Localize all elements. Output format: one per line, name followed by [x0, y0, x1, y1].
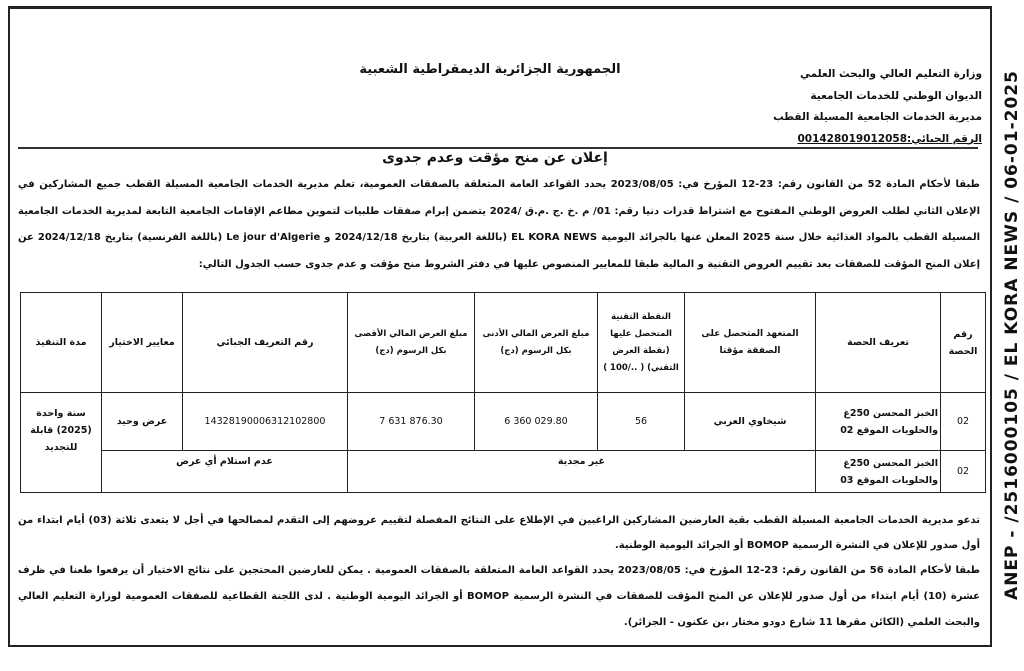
intro-paragraph: طبقا لأحكام المادة 52 من القانون رقم: 23-12 المؤرخ في: 2023/08/05 يحدد القواعد العامة المتعلقة بالصفقات العمومية، تعلم مديرية الخدمات الجامعية المسيلة القطب جميع المشاركين في الإعلان الثاني لطلب العروض الوطني المفتوح مع اشتراط قدرات دنيا رقم: 01/ م .خ .ج .م.ق /2024 يتضمن إبرام صفقات طلبيات لتموين مطاعم الإقامات الجامعية التابعة لمديرية الخدمات الجامعية المسيلة القطب بالمواد الغذائية خلال سنة 2025 المعلن عنها بالجرائد اليومية EL KORA NEWS (باللغة العربية) بتاريخ 2024/12/18 و Le jour d'Algerie (باللغة الفرنسية) بتاريخ 2024/12/18 عن إعلان المنح المؤقت للصفقات بعد تقييم العروض التقنية و المالية طبقا للمعايير المنصوص عليها في دفتر الشروط منح مؤقت و عدم جدوى حسب الجدول التالي: — [18, 179, 981, 270]
table-header-row — [21, 293, 986, 393]
lot-number: 02 — [941, 393, 986, 451]
ministry: وزارة التعليم العالي والبحث العلمي — [799, 68, 982, 80]
col-header: رقم التعريف الجبائي — [183, 293, 348, 393]
col-header: مبلغ العرض المالي الأقصى بكل الرسوم (دج) — [348, 293, 475, 393]
table-row — [21, 451, 986, 493]
office: الديوان الوطني للخدمات الجامعية — [810, 89, 982, 102]
tech-score: 56 — [598, 393, 685, 451]
col-header: معايير الاختيار — [102, 293, 183, 393]
contractor: شيخاوي العربي — [685, 393, 816, 451]
tax-id: الرقم الجبائي:001428019012058 — [797, 132, 982, 145]
lot-description: الخبز المحسن 250غ والحلويات الموقع 02 — [816, 393, 941, 451]
table-row — [21, 393, 986, 451]
col-header: مدة التنفيذ — [21, 293, 102, 393]
col-header: مبلغ العرض المالي الأدنى بكل الرسوم (دج) — [475, 293, 598, 393]
lot-status: غير مجدية — [348, 451, 816, 493]
col-header: تعريف الحصة — [816, 293, 941, 393]
contractor-tax-id: 143281900063121028​00 — [183, 393, 348, 451]
publication-reference: ANEP - /2516000105 / EL KORA NEWS / 06-01-2025 — [1002, 70, 1022, 600]
award-table — [20, 292, 986, 493]
republic-heading: الجمهورية الجزائرية الديمقراطية الشعبية — [359, 62, 621, 77]
max-amount: 7 631 876.30 — [348, 393, 475, 451]
selection-criteria: عرض وحيد — [102, 393, 183, 451]
col-header: النقطة التقنية المتحصل عليها (نقطة العرض التقني) ( ../100 ) — [598, 293, 685, 393]
lot-number: 02 — [941, 451, 986, 493]
col-header: رقم الحصة — [941, 293, 986, 393]
consultation-paragraph: تدعو مديرية الخدمات الجامعية المسيلة القطب بقية العارضين المشاركين الراغبين في الإطلاع على النتائج المفصلة لتقييم عروضهم إلى التقدم لمصالحها في أجل لا يتعدى ثلاثة (03) أيام ابتداء من أول صدور للإعلان في النشرة الرسمية BOMOP أو الجرائد اليومية الوطنية. — [18, 515, 980, 551]
lot-description: الخبز المحسن 250غ والحلويات الموقع 03 — [816, 451, 941, 493]
appeal-paragraph: طبقا لأحكام المادة 56 من القانون رقم: 23-12 المؤرخ في: 2023/08/05 يحدد القواعد العامة المتعلقة بالصفقات العمومية . يمكن للعارضين المحتجين على نتائج الاختيار أن يرفعوا طعنا في ظرف عشرة (10) أيام ابتداء من أول صدور للإعلان عن المنح المؤقت للصفقات في النشرة الرسمية BOMOP أو الجرائد اليومية الوطنية . لدى اللجنة القطاعية للصفقات العمومية لوزارة التعليم العالي والبحث العلمي (الكائن مقرها 11 شارع دودو مختار ،بن عكنون - الجزائر). — [18, 565, 980, 628]
directorate: مديرية الخدمات الجامعية المسيلة القطب — [773, 111, 982, 123]
lot-reason: عدم استلام أي عرض — [102, 451, 348, 493]
duration: سنة واحدة (2025) قابلة للتجديد — [21, 393, 102, 493]
min-amount: 6 360 029.80 — [475, 393, 598, 451]
announcement-title: إعلان عن منح مؤقت وعدم جدوى — [382, 150, 608, 166]
issuer-block — [742, 64, 982, 150]
divider — [18, 147, 978, 149]
col-header: المتعهد المتحصل على الصفقة مؤقتا — [685, 293, 816, 393]
